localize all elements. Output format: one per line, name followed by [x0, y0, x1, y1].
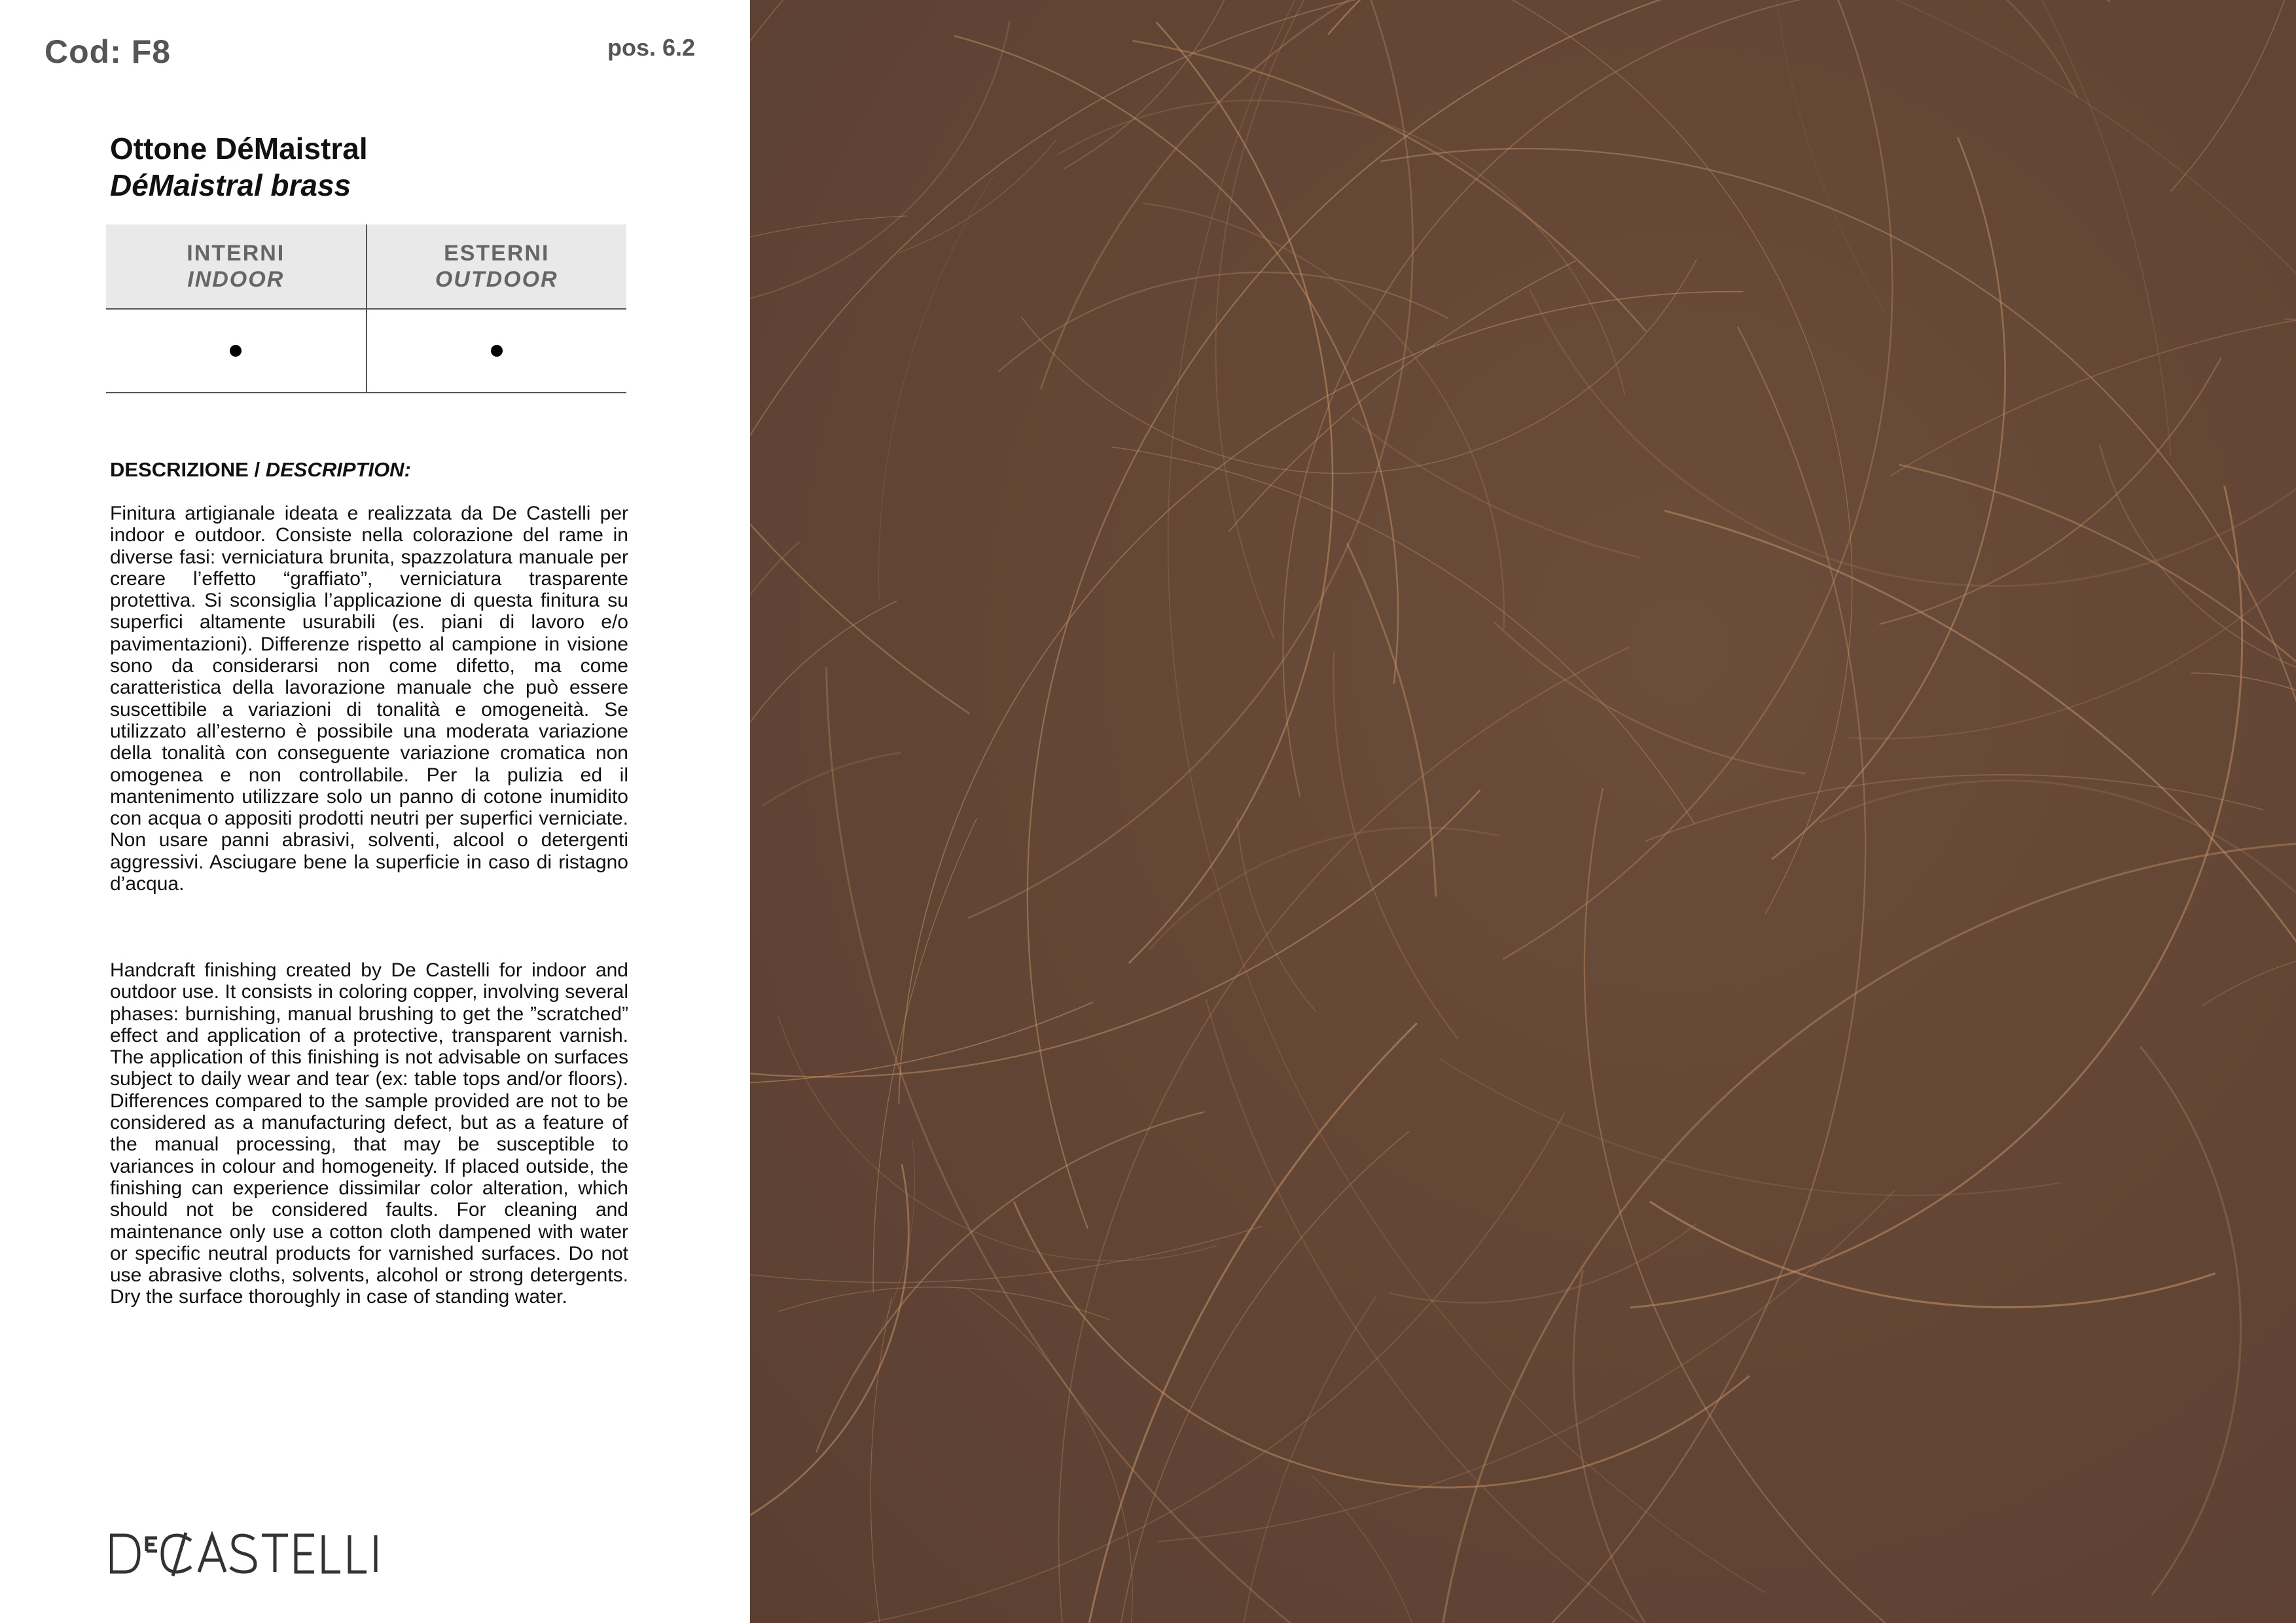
- scratch-line: [899, 140, 1056, 253]
- scratch-line: [1229, 1296, 1375, 1623]
- outdoor-label-en: OUTDOOR: [435, 267, 558, 292]
- finish-sample-image: [750, 0, 2296, 1623]
- scratch-line: [1112, 447, 1695, 823]
- scratch-line: [1630, 486, 2242, 1308]
- finish-code: Cod: F8: [45, 33, 171, 70]
- scratch-line: [1665, 511, 2296, 1623]
- outdoor-label-it: ESTERNI: [444, 241, 550, 266]
- outdoor-available-bullet: [491, 345, 503, 357]
- scratch-line: [2100, 444, 2296, 690]
- scratch-line: [1014, 1202, 1749, 1488]
- info-panel: [0, 0, 750, 1623]
- scratch-line: [1772, 137, 2005, 860]
- usage-header-indoor: [106, 224, 367, 308]
- scratch-line: [1058, 100, 1624, 395]
- usage-table-header: [106, 224, 626, 310]
- scratch-line: [1715, 0, 2296, 241]
- scratch-line: [1347, 543, 1436, 897]
- scratch-line: [1770, 0, 1886, 314]
- scratch-line: [1129, 22, 1333, 963]
- scratch-line: [1352, 418, 1640, 557]
- scratch-line: [778, 1287, 1110, 1320]
- scratch-line: [1028, 0, 1852, 1229]
- scratch-line: [750, 21, 1010, 310]
- scratch-line: [2140, 1046, 2240, 1596]
- scratch-line: [1430, 844, 2296, 1623]
- scratch-line: [1108, 1131, 1409, 1623]
- scratch-line: [855, 1139, 915, 1374]
- scratch-line: [750, 342, 1093, 1084]
- indoor-label-en: INDOOR: [187, 267, 285, 292]
- scratch-line: [1573, 1270, 2073, 1623]
- scratch-line: [750, 541, 800, 732]
- usage-cell-indoor: [106, 310, 367, 392]
- finish-title-italian: Ottone DéMaistral: [110, 132, 368, 166]
- scratch-line: [750, 506, 1262, 1283]
- usage-header-outdoor: [367, 224, 627, 308]
- scratch-line: [1149, 828, 1499, 950]
- scratch-line: [899, 292, 1743, 1105]
- scratch-line: [1063, 1023, 1417, 1623]
- scratch-line: [750, 0, 1687, 363]
- scratch-line: [1041, 0, 2110, 389]
- scratch-line: [1572, 0, 2296, 707]
- scratch-line: [1143, 204, 1504, 629]
- scratch-line: [1333, 327, 1865, 1623]
- scratch-line: [1585, 788, 2102, 1623]
- usage-table: [106, 224, 626, 393]
- finish-title-english: DéMaistral brass: [110, 168, 351, 202]
- position-number: pos. 6.2: [607, 34, 696, 61]
- scratch-line: [1328, 0, 2296, 190]
- scratch-line: [1527, 0, 2296, 179]
- scratch-line: [2191, 673, 2296, 735]
- scratch-line: [1283, 0, 2066, 796]
- scratch-line: [969, 1290, 1133, 1623]
- scratch-line: [954, 36, 1398, 684]
- scratch-line: [2171, 0, 2296, 191]
- scratch-line: [1333, 651, 1458, 1039]
- description-heading-it: DESCRIZIONE /: [110, 458, 260, 481]
- scratch-line: [750, 0, 969, 714]
- scratch-line: [1645, 775, 2263, 842]
- scratch-line: [1389, 1223, 1696, 1303]
- scratch-line: [1899, 465, 2296, 1215]
- description-text-english: Handcraft finishing created by De Castelli for indoor and outdoor use. It consists in coloring copper, involving several phases: burnishing, manual brushing to get the ”scratched” effect and application of a protective, transparent varnish. The application of this finishing is not advisable on surfaces subject to daily wear and tear (ex: table tops and/or floors). Differences compared to the sample provided are not to be considered as a manufacturing defect, but as a feature of the manual processing, that may be susceptible to variances in colour and homogeneity. If placed outside, the finishing can experience dissimilar color alteration, which should not be considered faults. For cleaning and maintenance only use a cotton cloth dampened with water or specific neutral products for varnished surfaces. Do not use abrasive cloths, solvents, alcohol or strong detergents. Dry the surface thoroughly in case of standing water.: [110, 959, 628, 1308]
- scratch-line: [870, 1297, 1868, 1623]
- scratch-line: [1530, 289, 2296, 586]
- scratch-line: [750, 601, 897, 927]
- scratched-texture: [750, 0, 2296, 1623]
- logo-wordmark: [110, 1531, 424, 1577]
- scratch-line: [1229, 261, 1575, 532]
- indoor-available-bullet: [230, 345, 242, 357]
- scratch-line: [1762, 0, 2077, 97]
- scratch-line: [2284, 319, 2296, 1623]
- scratch-line: [1206, 999, 1691, 1623]
- scratch-line: [1021, 260, 1696, 474]
- scratch-line: [1890, 302, 2296, 624]
- scratch-line: [1791, 1476, 2296, 1623]
- de-castelli-logo: [110, 1531, 424, 1586]
- scratch-line: [873, 818, 977, 1293]
- scratch-line: [1215, 1476, 1440, 1623]
- scratch-line: [1879, 358, 2221, 624]
- scratch-line: [1650, 1202, 2215, 1308]
- scratch-line: [1494, 622, 1806, 774]
- indoor-label-it: INTERNI: [187, 241, 285, 266]
- scratch-line: [1367, 0, 1852, 914]
- scratch-line: [750, 1164, 908, 1565]
- scratch-line: [1831, 1507, 2296, 1623]
- usage-cell-outdoor: [367, 310, 627, 392]
- scratch-line: [750, 0, 1662, 910]
- scratch-line: [1440, 1059, 2061, 1195]
- scratch-line: [2202, 944, 2296, 1166]
- scratch-line: [750, 216, 907, 736]
- description-heading: [110, 458, 411, 482]
- description-text-italian: Finitura artigianale ideata e realizzata da De Castelli per indoor e outdoor. Consiste nella colorazione del rame in diverse fasi: verniciatura brunita, spazzolatura manuale per creare l’effetto “graffiato”, verniciatura trasparente protettiva. Si sconsiglia l’applicazione di questa finitura su superfici altamente usurabili (es. piani di lavoro e/o pavimentazioni). Differenze rispetto al campione in visione sono da considerarsi non come difetto, ma come caratteristica della lavorazione manuale che può essere suscettibile a variazioni di tonalità e omogeneità. Se utilizzato all’esterno è possibile una moderata variazione della tonalità con conseguente variazione cromatica non omogenea e non controllabile. Per la pulizia ed il mantenimento utilizzare solo un panno di cotone inumidito con acqua o appositi prodotti neutri per superfici verniciate. Non usare panni abrasivi, solventi, alcool o detergenti aggressivi. Asciugare bene la superficie in caso di ristagno d’acqua.: [110, 503, 628, 895]
- scratch-line: [827, 667, 2105, 1623]
- scratch-line: [778, 1016, 1217, 1261]
- scratch-line: [879, 175, 994, 600]
- scratch-line: [1853, 0, 2296, 1167]
- scratch-line: [1820, 781, 2296, 940]
- description-heading-en: DESCRIPTION:: [265, 458, 411, 481]
- usage-table-row: [106, 310, 626, 393]
- scratch-line: [1381, 149, 2296, 735]
- scratch-line: [1920, 0, 2171, 457]
